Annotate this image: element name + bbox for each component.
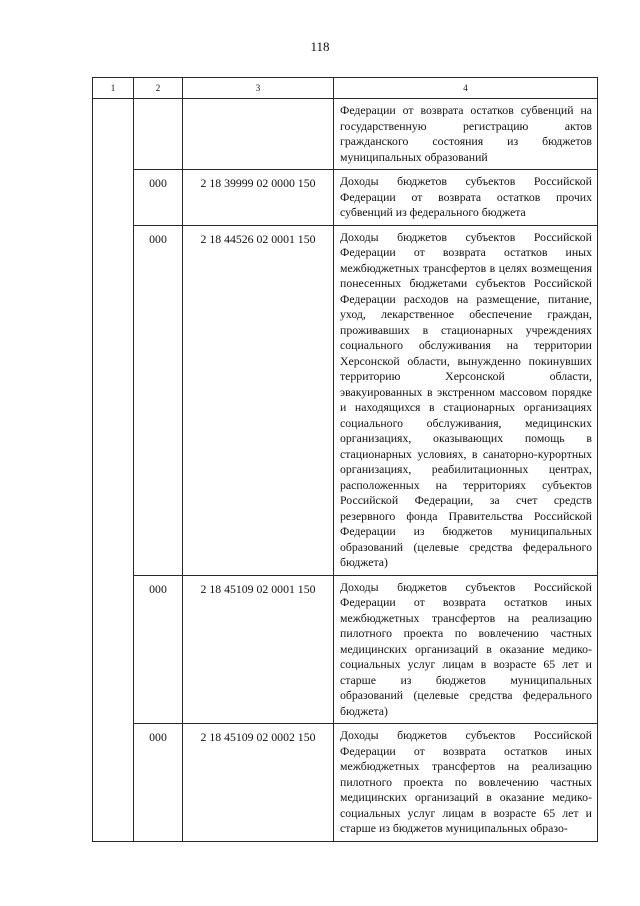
admin-code-cell: 000 (134, 170, 183, 226)
table-row (93, 575, 598, 724)
header-col-4: 4 (334, 78, 598, 99)
description-text: Доходы бюджетов субъектов Российской Федерации от возврата остатков иных межбюджетных трансфертов на реализацию пилотного проекта по вовлечению частных медицинских организаций в оказание медико-социальных услуг лицам в возрасте 65 лет и старше из бюджетов муниципальных образо- (340, 728, 592, 835)
budget-code-cell (183, 99, 334, 170)
table-row (93, 99, 598, 170)
budget-code-cell: 2 18 44526 02 0001 150 (183, 225, 334, 575)
header-col-3: 3 (183, 78, 334, 99)
col-1-cell (93, 99, 134, 842)
table-row (93, 170, 598, 226)
description-text: Федерации от возврата остатков субвенций на государственную регистрацию актов гражданского состояния из бюджетов муниципальных образований (340, 103, 592, 164)
revenue-classification-table (92, 77, 598, 842)
description-text: Доходы бюджетов субъектов Российской Федерации от возврата остатков иных межбюджетных трансфертов в целях возмещения понесенных бюджетами субъектов Российской Федерации расходов на размещение, питание, уход, лекарственное обеспечение граждан, проживавших в стационарных учреждениях социального обслуживания на территории Херсонской области, вынужденно покинувших территорию Херсонской области, эвакуированных в экстренном массовом порядке и находящихся в стационарных организациях социального обслуживания, медицинских организациях, оказывающих помощь в стационарных условиях, в санаторно-курортных организациях, реабилитационных центрах, расположенных на территориях субъектов Российской Федерации, за счет средств резервного фонда Правительства Российской Федерации из бюджетов муниципальных образований (целевые средства федерального бюджета) (340, 229, 592, 569)
budget-code-cell: 2 18 45109 02 0001 150 (183, 575, 334, 724)
description-cell (334, 724, 598, 842)
header-col-2: 2 (134, 78, 183, 99)
description-cell (334, 575, 598, 724)
admin-code-cell: 000 (134, 724, 183, 842)
admin-code-cell (134, 99, 183, 170)
description-text: Доходы бюджетов субъектов Российской Федерации от возврата остатков иных межбюджетных трансфертов на реализацию пилотного проекта по вовлечению частных медицинских организаций в оказание медико-социальных услуг лицам в возрасте 65 лет и старше из бюджетов муниципальных образований (целевые средства федерального бюджета) (340, 579, 592, 718)
page-number: 118 (310, 39, 330, 54)
description-cell (334, 99, 598, 170)
budget-code-cell: 2 18 39999 02 0000 150 (183, 170, 334, 226)
admin-code-cell: 000 (134, 575, 183, 724)
description-cell (334, 225, 598, 575)
table-row (93, 225, 598, 575)
admin-code-cell: 000 (134, 225, 183, 575)
header-col-1: 1 (93, 78, 134, 99)
description-text: Доходы бюджетов субъектов Российской Федерации от возврата остатков прочих субвенций из федерального бюджета (340, 174, 592, 219)
budget-code-cell: 2 18 45109 02 0002 150 (183, 724, 334, 842)
table-header-row (93, 78, 598, 99)
description-cell (334, 170, 598, 226)
table-row (93, 724, 598, 842)
